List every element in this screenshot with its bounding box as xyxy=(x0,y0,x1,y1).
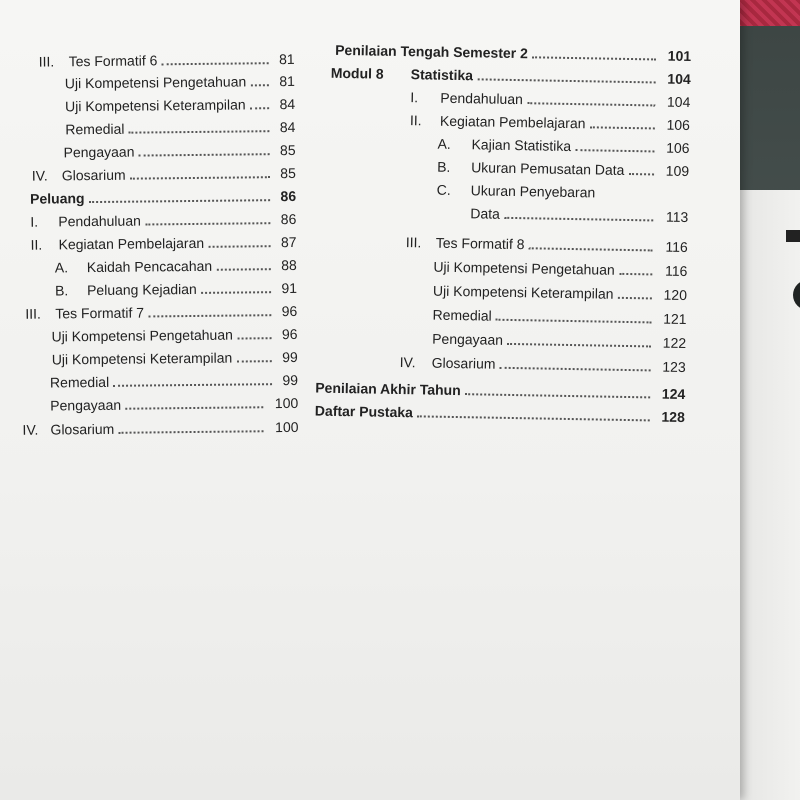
entry-page-number: 84 xyxy=(279,118,296,136)
entry-page-number: 96 xyxy=(281,325,298,343)
entry-title: Penilaian Tengah Semester 2 xyxy=(335,41,529,62)
entry-page-number: 88 xyxy=(281,256,297,274)
entry-title: Uji Kompetensi Keterampilan xyxy=(432,282,614,302)
entry-number: B. xyxy=(54,282,69,299)
entry-title: Kegiatan Pembelajaran xyxy=(58,234,205,253)
dot-leader xyxy=(590,126,655,129)
entry-page-number: 116 xyxy=(664,262,688,280)
adjacent-page xyxy=(738,190,800,800)
entry-page-number: 84 xyxy=(279,95,296,113)
entry-number: II. xyxy=(409,112,422,129)
entry-number: III. xyxy=(405,234,422,251)
adjacent-page-circle xyxy=(793,280,800,310)
entry-page-number: 123 xyxy=(662,358,686,376)
entry-title: Uji Kompetensi Keterampilan xyxy=(51,349,233,368)
entry-title: Ukuran Penyebaran xyxy=(470,182,596,201)
entry-page-number: 81 xyxy=(279,72,295,90)
entry-title: Kaidah Pencacahan xyxy=(86,257,213,276)
entry-title: Remedial xyxy=(432,306,492,324)
dot-leader xyxy=(496,319,652,324)
entry-page-number: 86 xyxy=(280,187,297,205)
entry-page-number: 85 xyxy=(279,141,296,159)
dot-leader xyxy=(529,247,653,251)
entry-page-number: 104 xyxy=(667,70,691,88)
entry-page-number: 120 xyxy=(663,286,688,304)
entry-page-number: 106 xyxy=(666,116,691,134)
entry-number: IV. xyxy=(399,354,416,371)
entry-number: A. xyxy=(437,135,451,152)
entry-number: I. xyxy=(410,89,419,106)
entry-title: Pengayaan xyxy=(63,143,135,161)
entry-page-number: 91 xyxy=(281,279,298,297)
entry-title: Uji Kompetensi Pengetahuan xyxy=(433,258,615,278)
entry-title: Peluang xyxy=(29,190,85,207)
entry-page-number: 99 xyxy=(282,348,298,366)
dot-leader xyxy=(465,393,650,398)
entry-title: Uji Kompetensi Keterampilan xyxy=(65,96,246,115)
dot-leader xyxy=(618,297,652,300)
entry-title: Uji Kompetensi Pengetahuan xyxy=(51,326,233,345)
entry-number: Modul 8 xyxy=(330,64,384,82)
entry-number: B. xyxy=(437,158,451,175)
entry-number: II. xyxy=(30,236,43,253)
dot-leader xyxy=(532,56,656,60)
entry-number: C. xyxy=(436,181,451,198)
entry-title: Tes Formatif 6 xyxy=(68,52,158,70)
entry-page-number: 116 xyxy=(665,238,688,256)
adjacent-page-mark xyxy=(786,230,800,242)
entry-title: Statistika xyxy=(410,66,474,84)
dot-leader xyxy=(477,78,655,83)
entry-title: Remedial xyxy=(49,373,110,391)
entry-page-number: 121 xyxy=(663,310,687,328)
entry-page-number: 96 xyxy=(281,302,298,320)
entry-page-number: 113 xyxy=(665,208,689,226)
entry-page-number: 128 xyxy=(661,408,685,426)
entry-title: Pengayaan xyxy=(432,330,504,348)
entry-title: Daftar Pustaka xyxy=(314,402,414,421)
entry-page-number: 81 xyxy=(278,50,295,68)
entry-title: Data xyxy=(470,205,501,222)
entry-page-number xyxy=(657,183,689,184)
dot-leader xyxy=(527,102,655,106)
dot-leader xyxy=(507,343,651,348)
entry-title: Glosarium xyxy=(431,354,496,372)
entry-page-number: 109 xyxy=(665,162,690,180)
entry-page-number: 100 xyxy=(275,418,299,436)
dot-leader xyxy=(629,173,654,175)
entry-number: I. xyxy=(30,213,39,230)
entry-title: Remedial xyxy=(65,120,125,138)
entry-number: IV. xyxy=(31,167,48,184)
dot-leader xyxy=(619,273,652,276)
dot-leader xyxy=(575,149,654,152)
entry-title: Glosarium xyxy=(61,166,126,184)
entry-page-number: 101 xyxy=(667,47,692,65)
entry-title: Pengayaan xyxy=(50,396,122,414)
entry-title: Kegiatan Pembelajaran xyxy=(439,112,586,132)
entry-title: Peluang Kejadian xyxy=(86,280,197,299)
dot-leader xyxy=(145,222,270,225)
dot-leader xyxy=(504,217,653,222)
entry-page-number: 87 xyxy=(280,233,297,251)
entry-title: Glosarium xyxy=(50,420,115,438)
dot-leader xyxy=(119,430,264,434)
entry-number: III. xyxy=(25,305,41,322)
entry-page-number: 100 xyxy=(274,394,299,412)
dot-leader xyxy=(417,415,650,421)
entry-title: Uji Kompetensi Pengetahuan xyxy=(64,73,247,92)
entry-title: Penilaian Akhir Tahun xyxy=(315,379,461,399)
entry-number: IV. xyxy=(22,421,39,438)
entry-page-number: 104 xyxy=(666,93,691,111)
entry-page-number: 85 xyxy=(280,164,296,182)
entry-number: A. xyxy=(54,259,69,276)
entry-page-number: 106 xyxy=(666,139,690,157)
entry-title: Tes Formatif 8 xyxy=(435,234,525,253)
entry-page-number: 124 xyxy=(661,385,686,403)
entry-page-number: 122 xyxy=(662,334,687,352)
entry-page-number: 86 xyxy=(280,210,297,228)
entry-title: Kajian Statistika xyxy=(471,136,572,154)
entry-page-number: 99 xyxy=(282,371,299,389)
dot-leader xyxy=(500,367,651,372)
entry-title: Pendahuluan xyxy=(440,89,524,108)
entry-number: III. xyxy=(38,53,55,70)
entry-title: Pendahuluan xyxy=(58,212,141,230)
entry-title: Ukuran Pemusatan Data xyxy=(471,159,625,178)
entry-title: Tes Formatif 7 xyxy=(55,304,145,322)
